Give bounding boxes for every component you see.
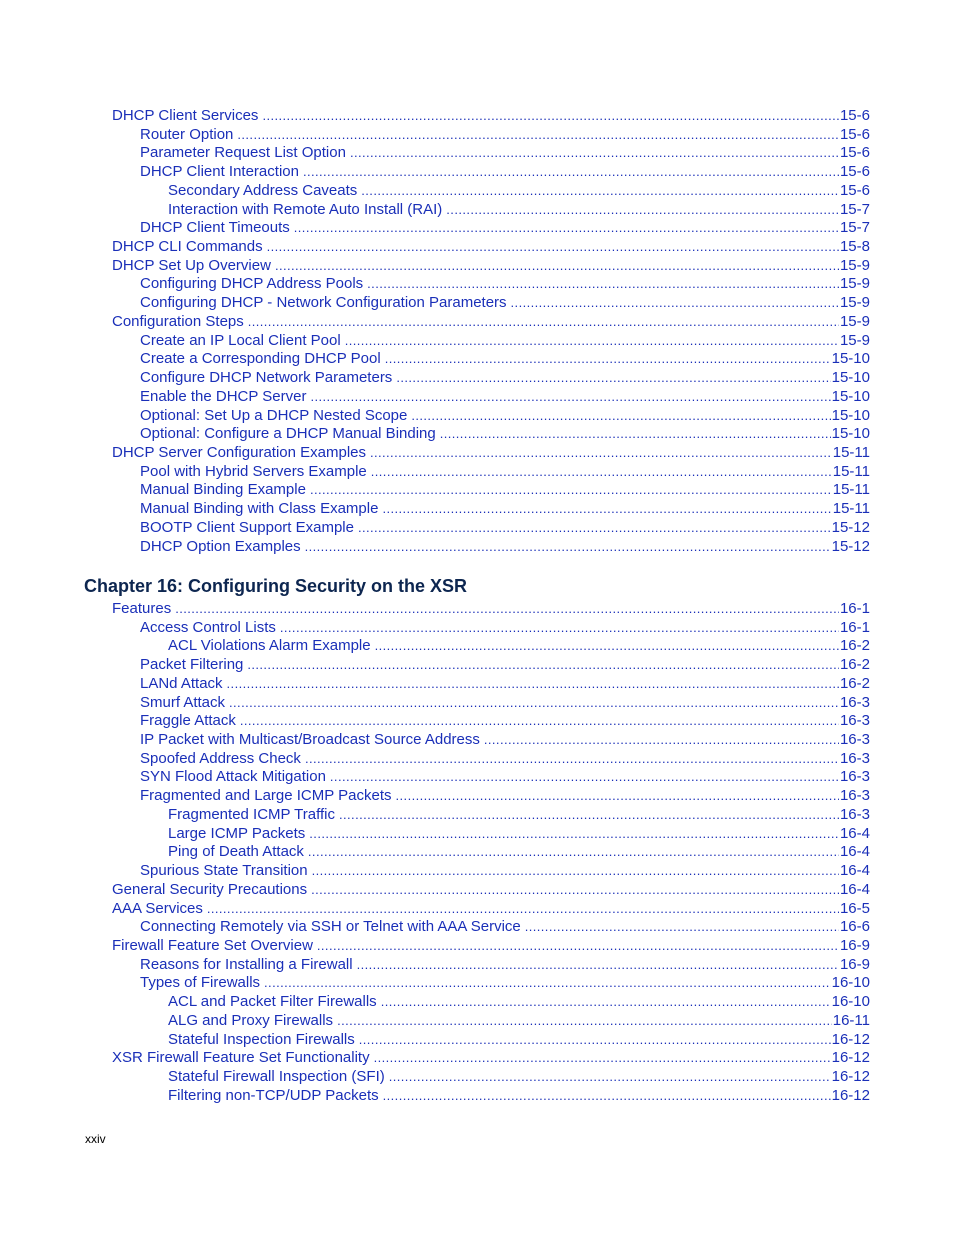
dot-leader bbox=[175, 600, 839, 619]
toc-entry[interactable] bbox=[112, 956, 870, 975]
dot-leader bbox=[374, 1049, 831, 1068]
dot-leader bbox=[310, 388, 830, 407]
toc-entry-title: Configure DHCP Network Parameters bbox=[140, 369, 393, 387]
dot-leader bbox=[389, 1068, 831, 1087]
toc-entry[interactable] bbox=[112, 519, 870, 538]
dot-leader bbox=[382, 500, 831, 519]
dot-leader bbox=[237, 126, 839, 145]
toc-entry-page: 16-3 bbox=[839, 805, 870, 823]
toc-entry-title: LANd Attack bbox=[140, 674, 223, 692]
toc-entry-page: 15-7 bbox=[839, 200, 870, 218]
toc-entry-page: 16-12 bbox=[831, 1030, 870, 1048]
toc-entry-page: 15-10 bbox=[831, 369, 870, 387]
dot-leader bbox=[305, 750, 839, 769]
toc-entry-page: 16-2 bbox=[839, 674, 870, 692]
toc-entry-page: 16-3 bbox=[839, 749, 870, 767]
toc-entry-page: 15-6 bbox=[839, 107, 870, 124]
toc-entry-title: Interaction with Remote Auto Install (RAI) bbox=[168, 200, 443, 218]
toc-entry-title: Configuring DHCP - Network Configuration Parameters bbox=[140, 294, 507, 312]
toc-entry[interactable] bbox=[112, 787, 870, 806]
toc-entry-page: 15-6 bbox=[839, 125, 870, 143]
toc-entry[interactable] bbox=[112, 1087, 870, 1106]
toc-entry-title: Manual Binding with Class Example bbox=[140, 500, 379, 518]
toc-entry-title: Router Option bbox=[140, 125, 234, 143]
toc-entry[interactable] bbox=[112, 425, 870, 444]
dot-leader bbox=[229, 694, 839, 713]
toc-entry-page: 15-12 bbox=[831, 537, 870, 555]
toc-list-chapter-15-continued bbox=[112, 107, 870, 556]
toc-entry-title: DHCP Client Services bbox=[112, 107, 259, 124]
dot-leader bbox=[396, 787, 839, 806]
toc-entry-page: 16-2 bbox=[839, 656, 870, 674]
toc-entry-title: Optional: Configure a DHCP Manual Binding bbox=[140, 425, 436, 443]
toc-entry[interactable] bbox=[112, 918, 870, 937]
toc-entry-title: DHCP Client Interaction bbox=[140, 163, 299, 181]
toc-entry-page: 15-10 bbox=[831, 350, 870, 368]
toc-entry[interactable] bbox=[112, 444, 870, 463]
dot-leader bbox=[446, 201, 839, 220]
toc-entry-title: ALG and Proxy Firewalls bbox=[168, 1011, 334, 1029]
toc-entry[interactable] bbox=[112, 694, 870, 713]
toc-entry-page: 15-11 bbox=[832, 500, 870, 518]
toc-entry[interactable] bbox=[112, 825, 870, 844]
toc-entry[interactable] bbox=[112, 275, 870, 294]
toc-entry-title: Fragmented ICMP Traffic bbox=[168, 805, 336, 823]
toc-entry-page: 16-10 bbox=[831, 974, 870, 992]
dot-leader bbox=[440, 425, 831, 444]
toc-entry-page: 15-11 bbox=[832, 481, 870, 499]
toc-entry-title: Stateful Firewall Inspection (SFI) bbox=[168, 1067, 385, 1085]
dot-leader bbox=[280, 619, 839, 638]
toc-entry[interactable] bbox=[112, 163, 870, 182]
toc-entry-title: IP Packet with Multicast/Broadcast Source Address bbox=[140, 731, 480, 749]
toc-entry-page: 16-4 bbox=[839, 843, 870, 861]
toc-entry-title: Fragmented and Large ICMP Packets bbox=[140, 787, 392, 805]
toc-entry-page: 16-3 bbox=[839, 768, 870, 786]
toc-entry-page: 15-12 bbox=[831, 518, 870, 536]
toc-entry[interactable] bbox=[112, 144, 870, 163]
dot-leader bbox=[350, 144, 839, 163]
toc-entry-title: Optional: Set Up a DHCP Nested Scope bbox=[140, 406, 408, 424]
toc-entry-title: Spoofed Address Check bbox=[140, 749, 301, 767]
dot-leader bbox=[396, 369, 830, 388]
dot-leader bbox=[308, 843, 839, 862]
toc-entry[interactable] bbox=[112, 600, 870, 619]
toc-entry[interactable] bbox=[112, 388, 870, 407]
toc-entry[interactable] bbox=[112, 675, 870, 694]
toc-entry[interactable] bbox=[112, 993, 870, 1012]
dot-leader bbox=[309, 825, 839, 844]
dot-leader bbox=[411, 407, 830, 426]
dot-leader bbox=[303, 163, 839, 182]
toc-entry-title: Secondary Address Caveats bbox=[168, 181, 358, 199]
toc-entry-title: DHCP Client Timeouts bbox=[140, 219, 290, 237]
dot-leader bbox=[311, 881, 839, 900]
toc-entry[interactable] bbox=[112, 806, 870, 825]
toc-entry-page: 15-9 bbox=[839, 294, 870, 312]
toc-entry-title: Parameter Request List Option bbox=[140, 144, 346, 162]
toc-entry-title: AAA Services bbox=[112, 899, 203, 917]
toc-entry-page: 15-9 bbox=[839, 312, 870, 330]
toc-entry-title: Types of Firewalls bbox=[140, 974, 261, 992]
dot-leader bbox=[371, 463, 832, 482]
toc-entry-page: 15-8 bbox=[839, 238, 870, 256]
toc-entry-page: 16-3 bbox=[839, 693, 870, 711]
toc-entry[interactable] bbox=[112, 294, 870, 313]
toc-entry-title: DHCP Option Examples bbox=[140, 537, 301, 555]
toc-entry-page: 15-11 bbox=[832, 443, 870, 461]
dot-leader bbox=[305, 538, 831, 557]
toc-entry-page: 16-12 bbox=[831, 1049, 870, 1067]
toc-entry-title: ACL and Packet Filter Firewalls bbox=[168, 993, 377, 1011]
toc-entry-title: Large ICMP Packets bbox=[168, 824, 306, 842]
toc-entry-title: Fraggle Attack bbox=[140, 712, 236, 730]
chapter-heading: Chapter 16: Configuring Security on the XSR bbox=[84, 576, 468, 596]
dot-leader bbox=[383, 1087, 831, 1106]
toc-entry-title: XSR Firewall Feature Set Functionality bbox=[112, 1049, 370, 1067]
toc-entry-page: 15-6 bbox=[839, 144, 870, 162]
dot-leader bbox=[345, 332, 839, 351]
toc-entry-title: Enable the DHCP Server bbox=[140, 387, 307, 405]
dot-leader bbox=[240, 712, 839, 731]
dot-leader bbox=[207, 900, 839, 919]
toc-entry-page: 15-7 bbox=[839, 219, 870, 237]
toc-entry[interactable] bbox=[112, 731, 870, 750]
toc-entry[interactable] bbox=[112, 862, 870, 881]
toc-entry[interactable] bbox=[112, 1068, 870, 1087]
toc-entry[interactable] bbox=[112, 768, 870, 787]
dot-leader bbox=[227, 675, 839, 694]
toc-entry[interactable] bbox=[112, 126, 870, 145]
toc-entry[interactable] bbox=[112, 481, 870, 500]
toc-entry[interactable] bbox=[112, 182, 870, 201]
toc-entry-page: 15-10 bbox=[831, 406, 870, 424]
toc-entry-title: Ping of Death Attack bbox=[168, 843, 304, 861]
toc-entry[interactable] bbox=[112, 219, 870, 238]
toc-entry[interactable] bbox=[112, 201, 870, 220]
dot-leader bbox=[310, 481, 832, 500]
toc-entry-page: 15-6 bbox=[839, 181, 870, 199]
toc-entry[interactable] bbox=[112, 619, 870, 638]
toc-entry-page: 15-11 bbox=[832, 462, 870, 480]
toc-entry[interactable] bbox=[112, 238, 870, 257]
toc-entry-title: Connecting Remotely via SSH or Telnet with AAA Service bbox=[140, 918, 521, 936]
toc-entry-title: Manual Binding Example bbox=[140, 481, 306, 499]
dot-leader bbox=[275, 257, 839, 276]
dot-leader bbox=[511, 294, 839, 313]
toc-entry-page: 15-9 bbox=[839, 275, 870, 293]
dot-leader bbox=[358, 519, 831, 538]
toc-entry-title: Configuring DHCP Address Pools bbox=[140, 275, 364, 293]
toc-entry-title: SYN Flood Attack Mitigation bbox=[140, 768, 326, 786]
dot-leader bbox=[525, 918, 839, 937]
dot-leader bbox=[330, 768, 839, 787]
toc-entry-page: 16-1 bbox=[839, 618, 870, 636]
dot-leader bbox=[248, 313, 839, 332]
toc-entry[interactable] bbox=[112, 637, 870, 656]
dot-leader bbox=[312, 862, 839, 881]
dot-leader bbox=[294, 219, 839, 238]
toc-entry[interactable] bbox=[112, 900, 870, 919]
toc-entry[interactable] bbox=[112, 881, 870, 900]
toc-entry-title: DHCP Server Configuration Examples bbox=[112, 443, 366, 461]
toc-entry[interactable] bbox=[112, 107, 870, 126]
toc-entry-title: Pool with Hybrid Servers Example bbox=[140, 462, 367, 480]
dot-leader bbox=[262, 107, 839, 126]
toc-entry-page: 16-4 bbox=[839, 880, 870, 898]
toc-entry[interactable] bbox=[112, 538, 870, 557]
toc-entry-page: 16-4 bbox=[839, 862, 870, 880]
toc-entry[interactable] bbox=[112, 407, 870, 426]
dot-leader bbox=[317, 937, 839, 956]
toc-entry-title: General Security Precautions bbox=[112, 880, 308, 898]
toc-entry[interactable] bbox=[112, 500, 870, 519]
toc-entry-title: Stateful Inspection Firewalls bbox=[168, 1030, 355, 1048]
page-number: xxiv bbox=[85, 1132, 106, 1146]
dot-leader bbox=[264, 974, 831, 993]
toc-entry[interactable] bbox=[112, 350, 870, 369]
toc-entry-title: Filtering non-TCP/UDP Packets bbox=[168, 1086, 379, 1104]
toc-entry[interactable] bbox=[112, 313, 870, 332]
toc-entry-page: 15-10 bbox=[831, 387, 870, 405]
toc-entry-page: 16-12 bbox=[831, 1067, 870, 1085]
toc-entry-title: ACL Violations Alarm Example bbox=[168, 637, 371, 655]
dot-leader bbox=[339, 806, 839, 825]
toc-entry[interactable] bbox=[112, 974, 870, 993]
toc-entry-title: Configuration Steps bbox=[112, 312, 244, 330]
toc-list-chapter-16 bbox=[112, 600, 870, 1105]
toc-entry-title: Access Control Lists bbox=[140, 618, 276, 636]
toc-entry[interactable] bbox=[112, 1049, 870, 1068]
toc-entry-page: 16-11 bbox=[832, 1011, 870, 1029]
dot-leader bbox=[484, 731, 839, 750]
toc-entry-title: Spurious State Transition bbox=[140, 862, 308, 880]
toc-entry-title: DHCP Set Up Overview bbox=[112, 256, 271, 274]
toc-entry-page: 16-6 bbox=[839, 918, 870, 936]
toc-entry-page: 15-9 bbox=[839, 256, 870, 274]
toc-entry-title: Features bbox=[112, 600, 172, 617]
toc-entry-page: 16-12 bbox=[831, 1086, 870, 1104]
toc-entry[interactable] bbox=[112, 369, 870, 388]
dot-leader bbox=[375, 637, 839, 656]
dot-leader bbox=[267, 238, 839, 257]
toc-entry[interactable] bbox=[112, 843, 870, 862]
toc-entry-title: Packet Filtering bbox=[140, 656, 244, 674]
toc-entry-title: Smurf Attack bbox=[140, 693, 226, 711]
toc-entry[interactable] bbox=[112, 257, 870, 276]
toc-entry-title: DHCP CLI Commands bbox=[112, 238, 263, 256]
dot-leader bbox=[361, 182, 839, 201]
toc-entry-page: 16-9 bbox=[839, 936, 870, 954]
toc-entry[interactable] bbox=[112, 463, 870, 482]
toc-entry-page: 16-3 bbox=[839, 787, 870, 805]
toc-entry[interactable] bbox=[112, 750, 870, 769]
toc-entry-title: Create a Corresponding DHCP Pool bbox=[140, 350, 381, 368]
toc-entry[interactable] bbox=[112, 712, 870, 731]
toc-entry-page: 15-9 bbox=[839, 331, 870, 349]
dot-leader bbox=[357, 956, 839, 975]
toc-entry[interactable] bbox=[112, 656, 870, 675]
dot-leader bbox=[370, 444, 832, 463]
toc-entry-title: Firewall Feature Set Overview bbox=[112, 936, 313, 954]
toc-entry[interactable] bbox=[112, 1012, 870, 1031]
toc-entry-title: Reasons for Installing a Firewall bbox=[140, 955, 353, 973]
toc-entry-page: 16-1 bbox=[839, 600, 870, 617]
dot-leader bbox=[381, 993, 831, 1012]
toc-entry[interactable] bbox=[112, 937, 870, 956]
toc-entry[interactable] bbox=[112, 332, 870, 351]
toc-entry[interactable] bbox=[112, 1031, 870, 1050]
dot-leader bbox=[367, 275, 839, 294]
toc-entry-page: 15-10 bbox=[831, 425, 870, 443]
toc-entry-page: 16-5 bbox=[839, 899, 870, 917]
dot-leader bbox=[247, 656, 839, 675]
toc-entry-page: 16-9 bbox=[839, 955, 870, 973]
toc-entry-title: Create an IP Local Client Pool bbox=[140, 331, 341, 349]
toc-entry-page: 16-2 bbox=[839, 637, 870, 655]
dot-leader bbox=[359, 1031, 831, 1050]
toc-entry-page: 15-6 bbox=[839, 163, 870, 181]
toc-entry-page: 16-10 bbox=[831, 993, 870, 1011]
toc-entry-page: 16-3 bbox=[839, 712, 870, 730]
toc-entry-title: BOOTP Client Support Example bbox=[140, 518, 354, 536]
dot-leader bbox=[385, 350, 831, 369]
dot-leader bbox=[337, 1012, 832, 1031]
toc-entry-page: 16-4 bbox=[839, 824, 870, 842]
toc-entry-page: 16-3 bbox=[839, 731, 870, 749]
